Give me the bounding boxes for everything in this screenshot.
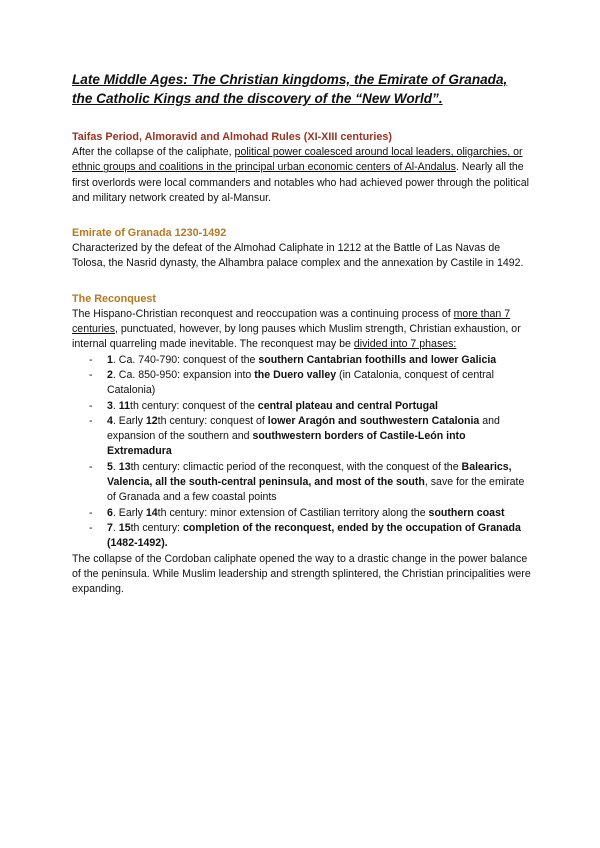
- reconquest-closing: The collapse of the Cordoban caliphate opened the way to a drastic change in the power balance of the peninsula. While Muslim leadership and strength splintered, the Christian principalities were expanding.: [72, 552, 531, 596]
- section-reconquest: [72, 292, 532, 598]
- taifas-heading: Taifas Period, Almoravid and Almohad Rules (XI-XIII centuries): [72, 131, 392, 143]
- reconquest-intro: The Hispano-Christian reconquest and reoccupation was a continuing process of more than 7 centuries, punctuated, however, by long pauses which Muslim strength, Christian exhaustion, or internal quarreling made inevitable. The reconquest may be divided into 7 phases:: [72, 307, 521, 351]
- reconquest-underline-2: divided into 7 phases:: [353, 338, 457, 351]
- phase-item-3: - 3. 11th century: conquest of the central plateau and central Portugal: [89, 399, 438, 412]
- reconquest-heading: The Reconquest: [72, 292, 156, 305]
- phases-list: [72, 353, 532, 552]
- taifas-underlined-text: political power coalesced around local leaders, oligarchies, or ethnic groups and coalitions in the principal urban economic centers of Al-Andalus: [72, 146, 523, 174]
- reconquest-underline-1: more than 7 centuries: [72, 307, 511, 336]
- granada-paragraph: Characterized by the defeat of the Almohad Caliphate in 1212 at the Battle of Las Navas de Tolosa, the Nasrid dynasty, the Alhambra palace complex and the annexation by Castile in 1492.: [72, 242, 524, 270]
- section-granada: [72, 226, 532, 272]
- phase-item-2: - 2. Ca. 850-950: expansion into the Duero valley (in Catalonia, conquest of central Catalonia): [89, 368, 494, 397]
- taifas-paragraph: After the collapse of the caliphate, political power coalesced around local leaders, oligarchies, or ethnic groups and coalitions in the principal urban economic centers of Al-Andalus. Nearly all the first overlords were local commanders and notables who had achieved power through the political and military network created by al-Mansur.: [72, 146, 529, 204]
- title-line-1: Late Middle Ages: The Christian kingdoms, the Emirate of Granada,: [72, 72, 508, 87]
- page-title: [72, 70, 532, 108]
- granada-heading: Emirate of Granada 1230-1492: [72, 227, 227, 240]
- phase-item-6: - 6. Early 14th century: minor extension of Castilian territory along the southern coast: [89, 506, 505, 519]
- phase-item-5: - 5. 13th century: climactic period of the reconquest, with the conquest of the Balearics, Valencia, all the south-central peninsula, and most of the south, save for the emirate of Granada and a few coastal points: [89, 460, 525, 504]
- phase-item-4: - 4. Early 12th century: conquest of lower Aragón and southwestern Catalonia and expansion of the southern and southwestern borders of Castile-León into Extremadura: [89, 414, 500, 458]
- phase-item-7: - 7. 15th century: completion of the reconquest, ended by the occupation of Granada (1482-1492).: [89, 521, 521, 550]
- title-line-2: the Catholic Kings and the discovery of the “New World”.: [72, 91, 443, 106]
- document-page: [72, 70, 532, 597]
- section-taifas: [72, 130, 532, 206]
- phase-item-1: - 1. Ca. 740-790: conquest of the southern Cantabrian foothills and lower Galicia: [89, 353, 497, 366]
